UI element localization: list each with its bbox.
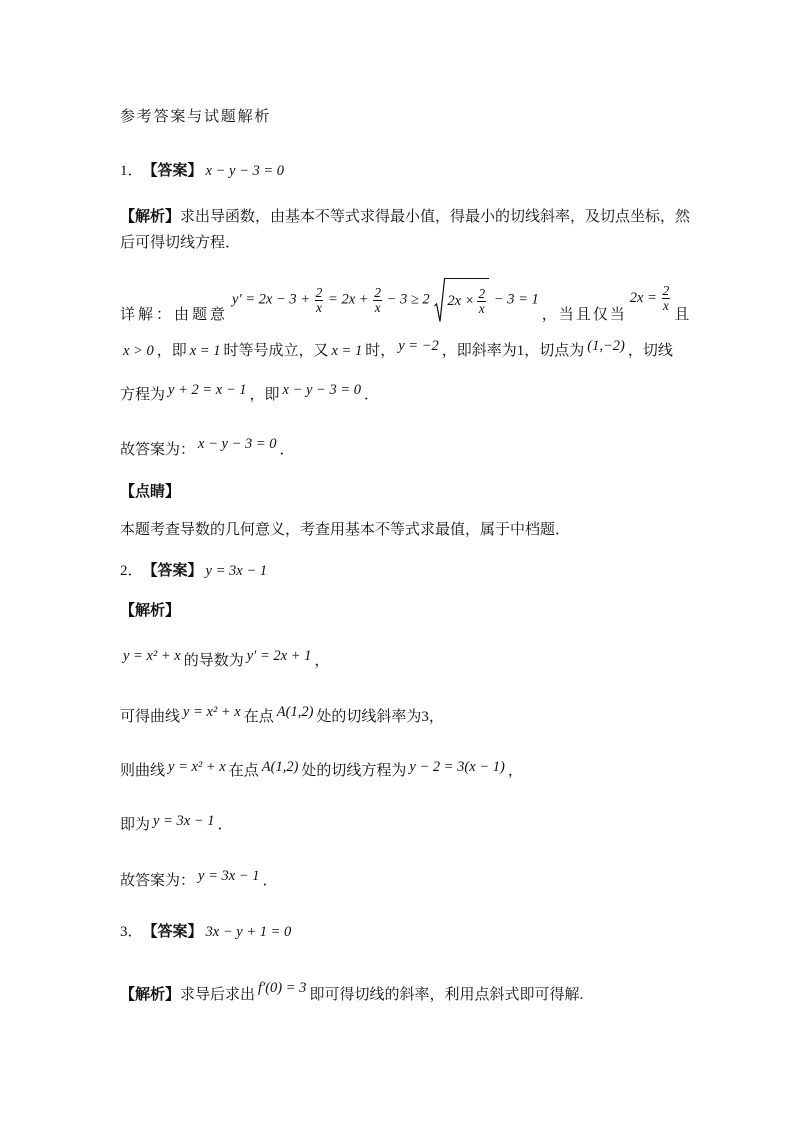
- q1-detail-end-text: 且: [674, 307, 690, 323]
- q1-comment-line: [120, 519, 570, 541]
- derivative-value-formula: f′(0) = 3: [258, 980, 307, 996]
- text-inline: 在点: [243, 709, 274, 725]
- formula-part: y′ = 2x − 3 +: [232, 291, 311, 308]
- text-inline: 处的切线方程为: [301, 763, 407, 779]
- q1-detail-line: [120, 282, 690, 343]
- q1-comment-label: 【点睛】: [120, 484, 181, 500]
- tangent-equation-simplified: x − y − 3 = 0: [282, 382, 361, 398]
- q3-number: 3．: [120, 924, 143, 940]
- q1-answer-line: [120, 160, 287, 182]
- q2-analysis-label: 【解析】: [120, 603, 181, 619]
- q2-answer-label: 【答案】: [142, 563, 203, 579]
- fraction-numerator: 2: [374, 284, 381, 300]
- text-inline: 处的切线斜率为3，: [316, 709, 444, 725]
- text-inline: ．: [364, 387, 380, 403]
- q1-comment-text: 本题考查导数的几何意义，考查用基本不等式求最值，属于中档题．: [120, 522, 571, 538]
- fraction: [477, 287, 486, 316]
- fraction-numerator: 2: [478, 285, 486, 301]
- q3-analysis-line: [120, 980, 584, 1006]
- q1-detail-lead: 详解：由题意: [120, 307, 229, 323]
- text-inline: ，切线: [627, 343, 673, 359]
- q1-comment-label-line: [120, 481, 180, 503]
- text-inline: ，: [507, 763, 523, 779]
- square-root-stroke: [435, 279, 446, 322]
- fraction-denominator: x: [662, 297, 669, 313]
- derivative-formula: y′ = 2x + 1: [246, 648, 312, 664]
- q1-detail-line-3: [120, 384, 379, 406]
- fraction: [373, 286, 382, 315]
- q2-analysis-label-line: [120, 600, 180, 622]
- curve-formula: y = x² + x: [123, 648, 181, 664]
- text-inline: ，即: [249, 387, 280, 403]
- q1-analysis-label: 【解析】: [120, 209, 181, 225]
- formula-inline: x > 0: [123, 343, 154, 359]
- tangent-equation-formula: y − 2 = 3(x − 1): [409, 759, 505, 775]
- q1-derivative-inequality-formula: [232, 277, 539, 323]
- q1-analysis-text-2: 后可得切线方程．: [120, 235, 241, 251]
- text-inline: 即为: [120, 817, 151, 833]
- q2-final-answer-line: [120, 870, 277, 892]
- formula-part: = 2x +: [328, 291, 369, 308]
- point-formula: A(1,2): [261, 759, 299, 775]
- point-formula: A(1,2): [276, 704, 314, 720]
- q1-analysis-text-1: 求出导函数，由基本不等式求得最小值，得最小的切线斜率，及切点坐标，然: [180, 209, 691, 225]
- formula-inline: x = 1: [189, 343, 221, 359]
- q1-answer-label: 【答案】: [142, 163, 203, 179]
- formula-part: − 3 = 1: [493, 291, 539, 308]
- q1-analysis-line-2: [120, 232, 240, 254]
- fraction: [662, 284, 671, 313]
- radicand-part: 2x ×: [447, 293, 475, 309]
- q2-number: 2．: [120, 563, 143, 579]
- q1-answer-formula: x − y − 3 = 0: [205, 163, 285, 179]
- tangent-equation-simplified: y = 3x − 1: [153, 813, 215, 829]
- heading-line: [120, 106, 271, 128]
- final-answer-label: 故答案为：: [120, 873, 196, 889]
- q1-detail-mid-text: ，当且仅当: [541, 307, 627, 323]
- text-inline: 时，: [365, 343, 396, 359]
- final-answer-label: 故答案为：: [120, 442, 196, 458]
- text-inline: 则曲线: [120, 763, 166, 779]
- text-inline: 时等号成立，又: [223, 343, 329, 359]
- text-inline: ，: [314, 653, 330, 669]
- fraction-denominator: x: [316, 299, 323, 315]
- text-inline: 方程为: [120, 387, 166, 403]
- q3-answer-formula: 3x − y + 1 = 0: [205, 924, 292, 940]
- text-inline: ．: [217, 817, 233, 833]
- q1-final-answer-line: [120, 436, 295, 461]
- text-inline: ．: [262, 873, 278, 889]
- formula-inline: y = −2: [398, 338, 439, 354]
- text-inline: 可得曲线: [120, 709, 181, 725]
- text-inline: 即可得切线的斜率，利用点斜式即可得解.: [309, 987, 584, 1003]
- q3-answer-label: 【答案】: [142, 924, 203, 940]
- fraction-numerator: 2: [315, 284, 323, 300]
- q1-detail-line-2: [120, 340, 673, 362]
- text-inline: 在点: [228, 763, 259, 779]
- text-inline: ，即斜率为1，切点为: [441, 343, 585, 359]
- text-inline: ，即: [156, 343, 187, 359]
- final-answer-formula: y = 3x − 1: [198, 868, 260, 884]
- fraction-numerator: 2: [662, 282, 670, 298]
- text-inline: 的导数为: [183, 653, 244, 669]
- final-answer-formula: x − y − 3 = 0: [198, 436, 277, 452]
- q1-number: 1．: [120, 163, 143, 179]
- radicand: [445, 278, 489, 323]
- square-root-sign-icon: [434, 277, 445, 323]
- q3-answer-line: [120, 921, 294, 943]
- tangent-equation-formula: y + 2 = x − 1: [168, 382, 247, 398]
- formula-part: − 3 ≥ 2: [386, 291, 430, 308]
- tangent-point-formula: (1,−2): [587, 338, 625, 354]
- q2-answer-line: [120, 560, 270, 582]
- text-inline: ．: [279, 442, 295, 458]
- q1-analysis-line-1: [120, 206, 690, 228]
- text-inline: 求导后求出: [180, 987, 256, 1003]
- fraction-denominator: x: [374, 299, 381, 315]
- curve-formula: y = x² + x: [168, 759, 226, 775]
- q3-analysis-label: 【解析】: [120, 987, 181, 1003]
- q2-analysis-line-2: [120, 706, 444, 728]
- formula-inline: x = 1: [331, 343, 363, 359]
- fraction-denominator: x: [478, 300, 485, 316]
- fraction: [315, 286, 324, 315]
- q2-analysis-line-1: [120, 650, 329, 672]
- curve-formula: y = x² + x: [183, 704, 241, 720]
- page-heading: 参考答案与试题解析: [120, 109, 272, 125]
- q1-equality-condition-formula: [630, 284, 671, 313]
- q2-analysis-line-3: [120, 760, 523, 782]
- formula-part: 2x =: [629, 289, 657, 306]
- q2-analysis-line-4: [120, 814, 232, 836]
- square-root: [434, 277, 489, 323]
- q2-answer-formula: y = 3x − 1: [205, 563, 267, 579]
